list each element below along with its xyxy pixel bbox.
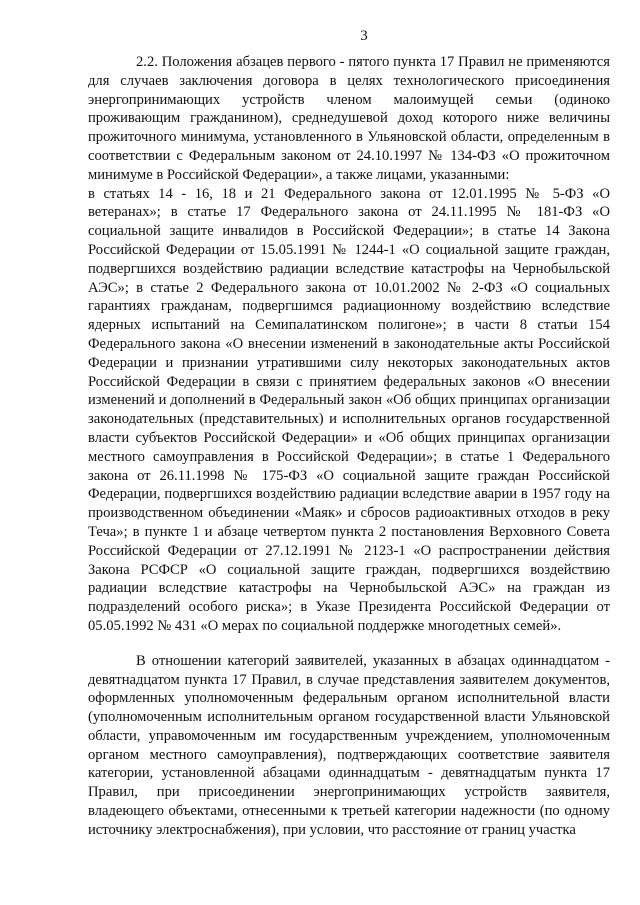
paragraph-laws-list: в статьях 14 - 16, 18 и 21 Федерального закона от 12.01.1995 № 5-ФЗ «О ветеранах»; в статье 17 Федерального закона от 24.11.1995 № 181-ФЗ «О социальной защите инвалидов в Российской Федерации»; в статье 14 Закона Российской Федерации от 15.05.1991 № 1244-1 «О социальной защите граждан, подвергшихся воздействию радиации вследствие катастрофы на Чернобыльской АЭС»; в статье 2 Федерального закона от 10.01.2002 № 2-ФЗ «О социальных гарантиях гражданам, подвергшимся радиационному воздействию вследствие ядерных испытаний на Семипалатинском полигоне»; в части 8 статьи 154 Федерального закона «О внесении изменений в законодательные акты Российской Федерации и признании утратившими силу некоторых законодательных актов Российской Федерации в связи с принятием федеральных законов «О внесении изменений и дополнений в Федеральный закон «Об общих принципах организации законодательных (представительных) и исполнительных органов государственной власти субъектов Российской Федерации» и «Об общих принципах организации местного самоуправления в Российской Федерации»; в статье 1 Федерального закона от 26.11.1998 № 175-ФЗ «О социальной защите граждан Российской Федерации, подвергшихся воздействию радиации вследствие аварии в 1957 году на производственном объединении «Маяк» и сбросов радиоактивных отходов в реку Теча»; в пункте 1 и абзаце четвертом пункта 2 постановления Верховного Совета Российской Федерации от 27.12.1991 № 2123-1 «О распространении действия Закона РСФСР «О социальной защите граждан, подвергшихся воздействию радиации вследствие катастрофы на Чернобыльской АЭС» на граждан из подразделений особого риска»; в Указе Президента Российской Федерации от 05.05.1992 № 431 «О мерах по социальной поддержке многодетных семей». bbox=[88, 185, 610, 634]
page-number: 3 bbox=[360, 28, 368, 44]
paragraph-applicant-categories: В отношении категорий заявителей, указанных в абзацах одиннадцатом - девятнадцатом пункта 17 Правил, в случае представления заявителем документов, оформленных уполномоченным федеральным органом исполнительной власти (уполномоченным исполнительным органом государственной власти Ульяновской области, управомоченным им государственным учреждением, уполномоченным органом местного самоуправления), подтверждающих соответствие заявителя категории, установленной абзацами одиннадцатым - девятнадцатым пункта 17 Правил, при присоединении энергопринимающих устройств заявителя, владеющего объектами, отнесенными к третьей категории надежности (по одному источнику электроснабжения), при условии, что расстояние от границ участка bbox=[88, 652, 610, 838]
paragraph-2-2: 2.2. Положения абзацев первого - пятого пункта 17 Правил не применяются для случаев заключения договора в целях технологического присоединения энергопринимающих устройств членом малоимущей семьи (одиноко проживающим гражданином), среднедушевой доход которого ниже величины прожиточного минимума, установленного в Ульяновской области, определенным в соответствии с Федеральным законом от 24.10.1997 № 134-ФЗ «О прожиточном минимуме в Российской Федерации», а также лицами, указанными: bbox=[88, 54, 610, 183]
